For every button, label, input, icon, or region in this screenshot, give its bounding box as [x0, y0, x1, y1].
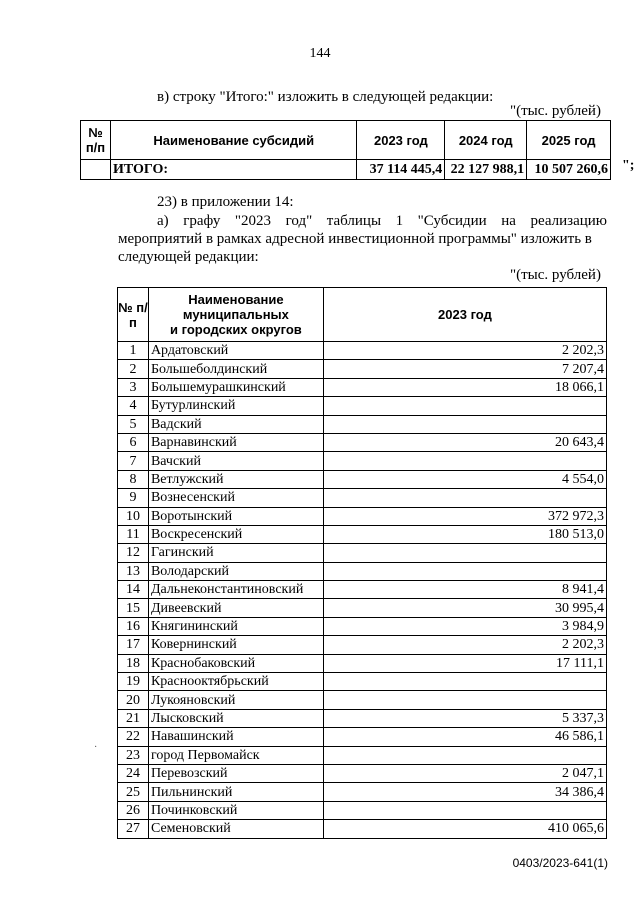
table-row: [118, 746, 607, 764]
units-label-1: "(тыс. рублей): [510, 103, 601, 119]
row-value-2023: 8 941,4: [323, 581, 606, 599]
table-row: [118, 544, 607, 562]
row-value-2023: 3 984,9: [323, 617, 606, 635]
table-row: [118, 507, 607, 525]
row-value-2023: 180 513,0: [323, 525, 606, 543]
table-row: [118, 599, 607, 617]
row-value-2023: [323, 801, 606, 819]
row-municipality: Лукояновский: [148, 691, 323, 709]
row-number: 7: [118, 452, 149, 470]
row-number: 15: [118, 599, 149, 617]
row-municipality: Воскресенский: [148, 525, 323, 543]
col-header-name: Наименование субсидий: [110, 121, 357, 160]
table-header-row: [118, 288, 607, 342]
row-municipality: Большеболдинский: [148, 360, 323, 378]
row-number: 14: [118, 581, 149, 599]
row-number: 4: [118, 397, 149, 415]
col-header-name-line3: и городских округов: [170, 322, 302, 337]
row-number: 2: [118, 360, 149, 378]
page-number: 144: [309, 46, 331, 61]
row-number: 3: [118, 378, 149, 396]
table-row: [118, 654, 607, 672]
total-row: [81, 160, 611, 180]
row-value-2023: [323, 746, 606, 764]
total-2023: 37 114 445,4: [357, 160, 445, 180]
total-2024: 22 127 988,1: [445, 160, 527, 180]
row-municipality: Перевозский: [148, 764, 323, 782]
row-value-2023: 46 586,1: [323, 728, 606, 746]
row-value-2023: 34 386,4: [323, 783, 606, 801]
table-row: [118, 581, 607, 599]
row-number: 1: [118, 342, 149, 360]
total-2025: 10 507 260,6: [527, 160, 611, 180]
table-row: [118, 691, 607, 709]
row-municipality: Гагинский: [148, 544, 323, 562]
row-number: 18: [118, 654, 149, 672]
row-number: 19: [118, 673, 149, 691]
table-row: [118, 783, 607, 801]
row-number: 21: [118, 709, 149, 727]
row-value-2023: 18 066,1: [323, 378, 606, 396]
row-municipality: Ветлужский: [148, 470, 323, 488]
row-number: 9: [118, 489, 149, 507]
table-row: [118, 636, 607, 654]
table-row: [118, 378, 607, 396]
document-code: 0403/2023-641(1): [512, 856, 608, 870]
row-municipality: Володарский: [148, 562, 323, 580]
paragraph-a-line3: следующей редакции:: [118, 249, 259, 265]
row-municipality: Бутурлинский: [148, 397, 323, 415]
col-header-num: № п/п: [118, 288, 149, 342]
table-row: [118, 525, 607, 543]
municipal-subsidies-table: [117, 287, 607, 839]
row-value-2023: 4 554,0: [323, 470, 606, 488]
row-number: 8: [118, 470, 149, 488]
row-number: 11: [118, 525, 149, 543]
row-value-2023: [323, 562, 606, 580]
row-municipality: Пильнинский: [148, 783, 323, 801]
row-municipality: Краснооктябрьский: [148, 673, 323, 691]
col-header-name-line2: муниципальных: [182, 307, 289, 322]
table-row: [118, 452, 607, 470]
paragraph-itogo: в) строку "Итого:" изложить в следующей редакции:: [157, 89, 494, 105]
table-row: [118, 360, 607, 378]
paragraph-a-line1: а) графу "2023 год" таблицы 1 "Субсидии на реализацию: [157, 213, 607, 229]
row-municipality: Семеновский: [148, 820, 323, 838]
table-row: [118, 617, 607, 635]
row-value-2023: [323, 673, 606, 691]
row-number: 27: [118, 820, 149, 838]
row-value-2023: 17 111,1: [323, 654, 606, 672]
row-number: 20: [118, 691, 149, 709]
total-label: ИТОГО:: [110, 160, 357, 180]
row-number: 26: [118, 801, 149, 819]
table-row: [118, 728, 607, 746]
table-row: [118, 470, 607, 488]
row-value-2023: [323, 489, 606, 507]
table-row: [118, 709, 607, 727]
table-row: [118, 801, 607, 819]
table-row: [118, 342, 607, 360]
subsidies-total-table: [80, 120, 611, 180]
row-value-2023: [323, 397, 606, 415]
row-municipality: Вадский: [148, 415, 323, 433]
table-row: [118, 562, 607, 580]
table-row: [118, 415, 607, 433]
table-row: [118, 820, 607, 838]
row-value-2023: 2 202,3: [323, 342, 606, 360]
row-municipality: Вознесенский: [148, 489, 323, 507]
table-row: [118, 764, 607, 782]
closing-quote: ";: [622, 158, 635, 173]
row-number: 12: [118, 544, 149, 562]
table-row: [118, 397, 607, 415]
table-row: [118, 433, 607, 451]
row-municipality: Краснобаковский: [148, 654, 323, 672]
table-row: [118, 489, 607, 507]
row-municipality: Починковский: [148, 801, 323, 819]
col-header-name: [148, 288, 323, 342]
row-number: 6: [118, 433, 149, 451]
table-row: [118, 673, 607, 691]
row-municipality: Навашинский: [148, 728, 323, 746]
row-municipality: Вачский: [148, 452, 323, 470]
margin-mark: ·: [94, 742, 98, 753]
col-header-num: № п/п: [81, 121, 111, 160]
row-municipality: Варнавинский: [148, 433, 323, 451]
row-municipality: город Первомайск: [148, 746, 323, 764]
row-value-2023: 2 047,1: [323, 764, 606, 782]
row-value-2023: 410 065,6: [323, 820, 606, 838]
total-num-cell: [81, 160, 111, 180]
row-number: 24: [118, 764, 149, 782]
row-value-2023: 7 207,4: [323, 360, 606, 378]
row-value-2023: 2 202,3: [323, 636, 606, 654]
units-label-2: "(тыс. рублей): [510, 267, 601, 283]
row-municipality: Ковернинский: [148, 636, 323, 654]
row-value-2023: 372 972,3: [323, 507, 606, 525]
row-value-2023: [323, 415, 606, 433]
row-municipality: Дальнеконстантиновский: [148, 581, 323, 599]
row-value-2023: 20 643,4: [323, 433, 606, 451]
row-municipality: Большемурашкинский: [148, 378, 323, 396]
paragraph-a-line2: мероприятий в рамках адресной инвестиционной программы" изложить в: [118, 231, 592, 247]
col-header-2025: 2025 год: [527, 121, 611, 160]
col-header-2023: 2023 год: [323, 288, 606, 342]
row-number: 10: [118, 507, 149, 525]
row-value-2023: 30 995,4: [323, 599, 606, 617]
row-municipality: Княгининский: [148, 617, 323, 635]
row-number: 5: [118, 415, 149, 433]
row-number: 25: [118, 783, 149, 801]
col-header-2024: 2024 год: [445, 121, 527, 160]
row-municipality: Дивеевский: [148, 599, 323, 617]
row-municipality: Воротынский: [148, 507, 323, 525]
table-header-row: [81, 121, 611, 160]
col-header-2023: 2023 год: [357, 121, 445, 160]
row-value-2023: 5 337,3: [323, 709, 606, 727]
paragraph-appendix-14: 23) в приложении 14:: [157, 194, 294, 210]
row-value-2023: [323, 544, 606, 562]
row-number: 13: [118, 562, 149, 580]
row-municipality: Ардатовский: [148, 342, 323, 360]
row-number: 23: [118, 746, 149, 764]
row-value-2023: [323, 452, 606, 470]
col-header-name-line1: Наименование: [188, 292, 284, 307]
row-number: 17: [118, 636, 149, 654]
row-value-2023: [323, 691, 606, 709]
row-number: 22: [118, 728, 149, 746]
row-number: 16: [118, 617, 149, 635]
row-municipality: Лысковский: [148, 709, 323, 727]
